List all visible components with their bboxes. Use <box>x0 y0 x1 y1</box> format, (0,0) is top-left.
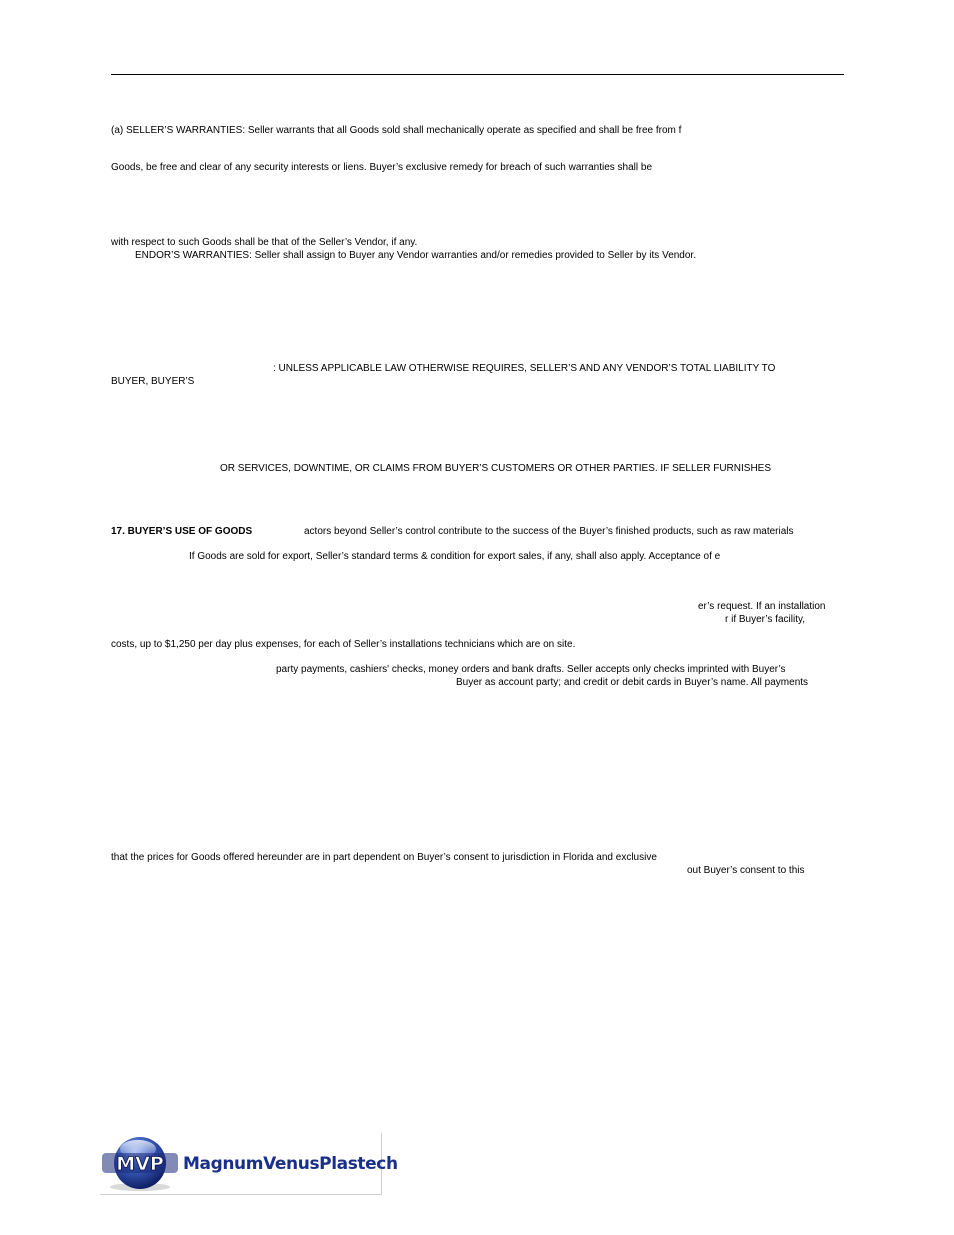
text-line: party payments, cashiers' checks, money orders and bank drafts. Seller accepts only checks imprinted with Buyer’s <box>276 664 786 675</box>
text-line: that the prices for Goods offered hereunder are in part dependent on Buyer’s consent to jurisdiction in Florida and exclusive <box>111 852 657 863</box>
text-line: Buyer as account party; and credit or debit cards in Buyer’s name. All payments <box>456 677 809 688</box>
text-line: out Buyer’s consent to this <box>687 865 805 876</box>
svg-text:MVP: MVP <box>116 1153 164 1175</box>
mvp-globe-icon <box>100 1133 184 1195</box>
company-logo <box>100 1133 398 1195</box>
text-line: OR SERVICES, DOWNTIME, OR CLAIMS FROM BUYER’S CUSTOMERS OR OTHER PARTIES. IF SELLER FURNISHES <box>220 463 772 474</box>
text-line: If Goods are sold for export, Seller’s standard terms & condition for export sales, if any, shall also apply. Acceptance of e <box>189 551 721 562</box>
text-line: (a) SELLER’S WARRANTIES: Seller warrants that all Goods sold shall mechanically operate as specified and shall be free from f <box>111 125 682 136</box>
logo-wordmark: MagnumVenusPlastech <box>183 1154 398 1174</box>
section-heading: 17. BUYER’S USE OF GOODS <box>111 526 253 537</box>
text-line: er’s request. If an installation <box>698 601 826 612</box>
text-line: ENDOR’S WARRANTIES: Seller shall assign to Buyer any Vendor warranties and/or remedies provided to Seller by its Vendor. <box>135 250 696 261</box>
text-line: BUYER, BUYER’S <box>111 376 195 387</box>
text-line: Goods, be free and clear of any security interests or liens. Buyer’s exclusive remedy for breach of such warranties shall be <box>111 162 653 173</box>
text-line: costs, up to $1,250 per day plus expenses, for each of Seller’s installations technicians which are on site. <box>111 639 576 650</box>
text-line: : UNLESS APPLICABLE LAW OTHERWISE REQUIRES, SELLER’S AND ANY VENDOR’S TOTAL LIABILITY TO <box>273 363 776 374</box>
header-rule <box>111 74 844 75</box>
text-line: actors beyond Seller’s control contribute to the success of the Buyer’s finished products, such as raw materials <box>304 526 794 537</box>
text-line: with respect to such Goods shall be that of the Seller’s Vendor, if any. <box>111 237 418 248</box>
text-line: r if Buyer’s facility, <box>725 614 806 625</box>
